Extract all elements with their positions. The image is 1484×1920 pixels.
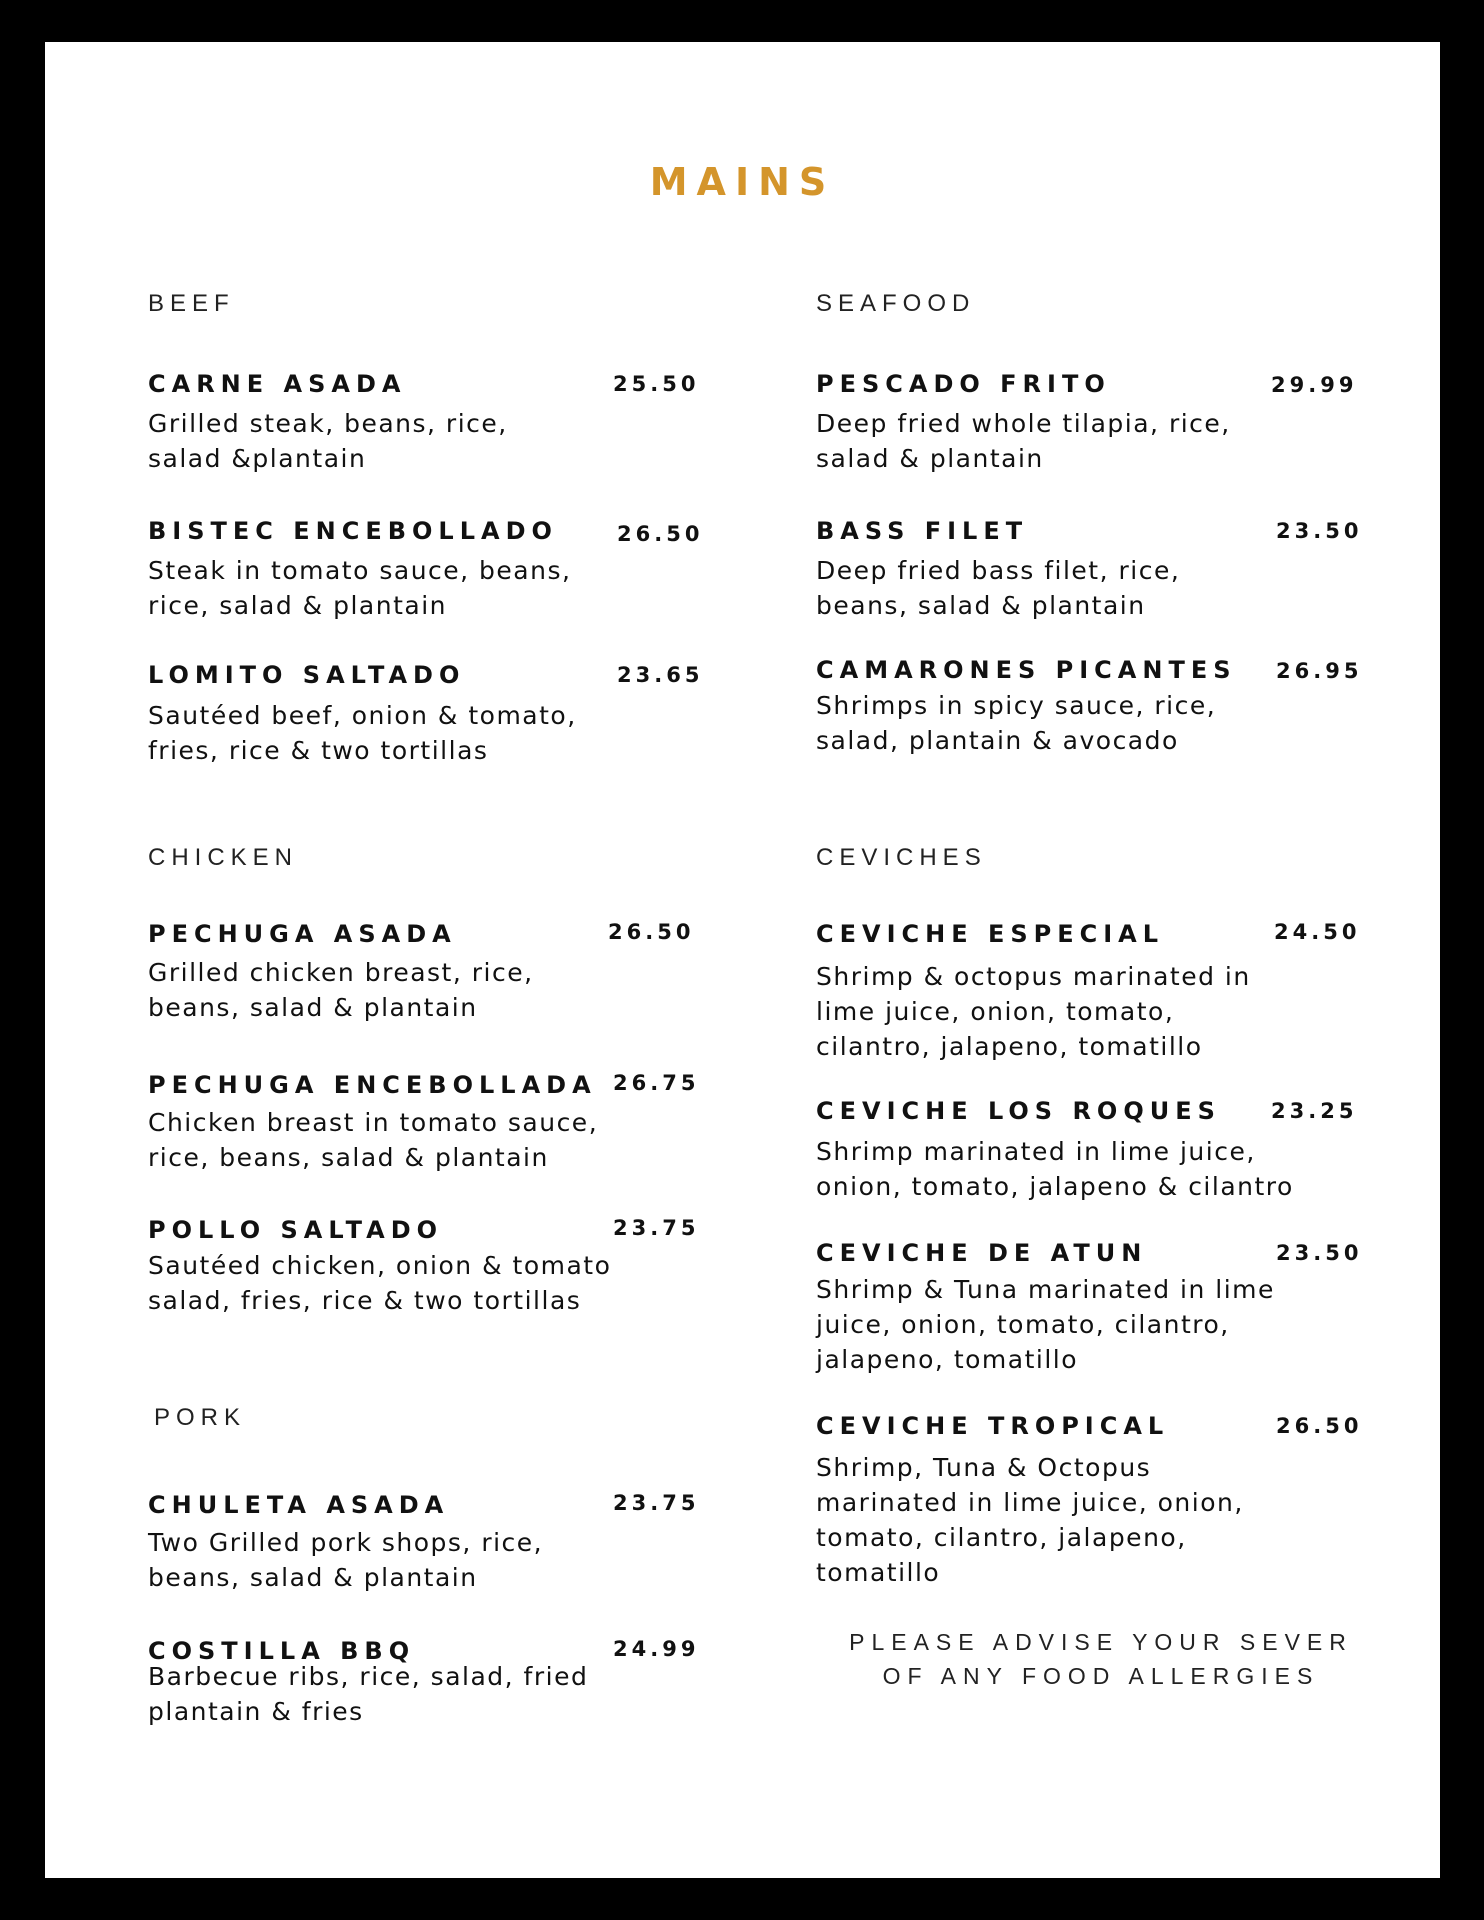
allergy-note: PLEASE ADVISE YOUR SEVER OF ANY FOOD ALLERGIES — [849, 1629, 1353, 1689]
menu-item-price: 26.75 — [613, 1071, 700, 1095]
section-heading-ceviches: CEVICHES — [816, 844, 987, 871]
section-heading-pork: PORK — [154, 1404, 247, 1431]
menu-item-price: 23.75 — [613, 1216, 700, 1240]
section-heading-chicken: CHICKEN — [148, 844, 299, 871]
menu-item-price: 24.50 — [1274, 920, 1361, 944]
menu-item-description: Two Grilled pork shops, rice, beans, salad & plantain — [148, 1528, 544, 1592]
menu-item-price: 24.99 — [613, 1637, 700, 1661]
menu-item-description: Shrimp & Tuna marinated in lime juice, onion, tomato, cilantro, jalapeno, tomatillo — [816, 1275, 1275, 1374]
menu-item-name: BISTEC ENCEBOLLADO — [148, 517, 558, 545]
menu-item-description: Shrimp, Tuna & Octopus marinated in lime juice, onion, tomato, cilantro, jalapeno, tomatillo — [816, 1453, 1244, 1587]
menu-item-description: Shrimp & octopus marinated in lime juice, onion, tomato, cilantro, jalapeno, tomatillo — [816, 962, 1251, 1061]
menu-item-price: 26.50 — [617, 522, 704, 546]
menu-item-name: CARNE ASADA — [148, 370, 407, 398]
menu-item-name: PECHUGA ASADA — [148, 920, 457, 948]
menu-item-price: 26.50 — [1276, 1414, 1363, 1438]
menu-item-name: LOMITO SALTADO — [148, 661, 466, 689]
menu-item-name: CEVICHE TROPICAL — [816, 1412, 1170, 1440]
menu-item-name: PESCADO FRITO — [816, 370, 1111, 398]
menu-item-name: CEVICHE ESPECIAL — [816, 920, 1165, 948]
menu-item-description: Grilled chicken breast, rice, beans, salad & plantain — [148, 958, 534, 1022]
section-heading-seafood: SEAFOOD — [816, 290, 976, 317]
menu-item-description: Shrimps in spicy sauce, rice, salad, plantain & avocado — [816, 691, 1217, 755]
menu-item-description: Deep fried bass filet, rice, beans, salad & plantain — [816, 556, 1181, 620]
menu-item-price: 26.95 — [1276, 659, 1363, 683]
menu-item-name: CEVICHE DE ATUN — [816, 1239, 1148, 1267]
menu-item-name: CEVICHE LOS ROQUES — [816, 1097, 1221, 1125]
menu-item-price: 23.25 — [1271, 1099, 1358, 1123]
menu-item-description: Chicken breast in tomato sauce, rice, beans, salad & plantain — [148, 1108, 599, 1172]
menu-item-description: Deep fried whole tilapia, rice, salad & plantain — [816, 409, 1231, 473]
menu-item-description: Barbecue ribs, rice, salad, fried plantain & fries — [148, 1662, 589, 1726]
menu-item-description: Shrimp marinated in lime juice, onion, tomato, jalapeno & cilantro — [816, 1137, 1294, 1201]
menu-item-description: Sautéed chicken, onion & tomato salad, fries, rice & two tortillas — [148, 1251, 612, 1315]
menu-item-name: PECHUGA ENCEBOLLADA — [148, 1071, 597, 1099]
menu-item-price: 26.50 — [608, 920, 695, 944]
menu-item-price: 23.65 — [617, 663, 704, 687]
menu-item-price: 23.50 — [1276, 1241, 1363, 1265]
menu-item-price: 29.99 — [1271, 373, 1358, 397]
menu-item-description: Steak in tomato sauce, beans, rice, salad & plantain — [148, 556, 572, 620]
menu-item-name: CHULETA ASADA — [148, 1491, 450, 1519]
menu-item-price: 25.50 — [613, 372, 700, 396]
section-heading-beef: BEEF — [148, 290, 235, 317]
menu-item-price: 23.75 — [613, 1491, 700, 1515]
menu-item-name: COSTILLA BBQ — [148, 1637, 416, 1665]
menu-title: MAINS — [649, 160, 836, 204]
menu-item-name: POLLO SALTADO — [148, 1216, 444, 1244]
menu-item-description: Sautéed beef, onion & tomato, fries, rice & two tortillas — [148, 701, 577, 765]
menu-item-price: 23.50 — [1276, 519, 1363, 543]
menu-item-name: BASS FILET — [816, 517, 1029, 545]
menu-item-name: CAMARONES PICANTES — [816, 656, 1237, 684]
menu-page — [45, 42, 1440, 1878]
menu-item-description: Grilled steak, beans, rice, salad &plantain — [148, 409, 508, 473]
